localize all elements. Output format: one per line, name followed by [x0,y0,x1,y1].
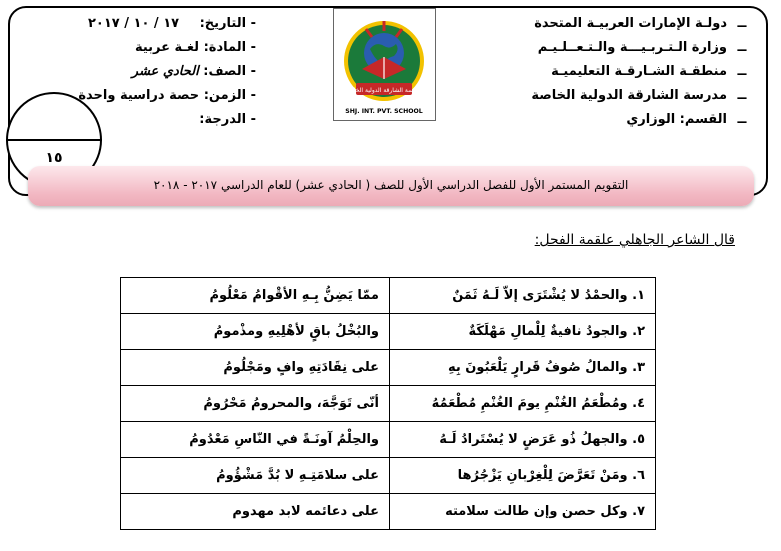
school-emblem-icon [334,9,435,120]
date-label: - التاريخ: [199,16,256,31]
time-value: حصة دراسية واحدة [78,88,200,103]
poem-intro: قال الشاعر الجاهلي علقمة الفحل: [534,232,735,248]
emblem-arc-text: مدرسة الشارقة الدولية الخاصة [345,87,423,94]
bullet-dash: ــ [737,64,747,79]
bullet-dash: ــ [737,88,747,103]
grade-score: ١٥ [45,150,63,166]
bullet-dash: ــ [737,16,747,31]
verse-first-half: ٥. والجهلُ ذُو عَرَضٍ لا يُسْتَرادُ لَـهُ [390,422,656,458]
verse-first-half: ٤. ومُطْعَمُ الغُنْمِ يومَ الغُنْمِ مُطْعَمُهُ [390,386,656,422]
bullet-dash: ــ [737,40,747,55]
bullet-dash: ــ [737,112,747,127]
date-row [40,16,256,40]
class-value: الحادي عشر [131,64,199,79]
poem-row [121,314,656,350]
department-line: ــالقسم: الوزاري [489,112,749,136]
verse-first-half: ٦. ومَنْ تَعَرَّضَ لِلْغِرْبانِ يَزْجُرُها [390,458,656,494]
date-value: ١٧ / ١٠ / ٢٠١٧ [87,16,180,31]
logo-caption: SHJ. INT. PVT. SCHOOL [345,108,423,115]
ministry-line-3: ــمنطقـة الشـارقـة التعليميـة [489,64,749,88]
school-logo [333,8,436,121]
time-label: - الزمن: [203,88,256,103]
ministry-line-2: ــوزارة الـتـربـيـــة والـتـعــلـيـم [489,40,749,64]
class-label: - الصف: [203,64,256,79]
poem-row [121,386,656,422]
assessment-title: التقويم المستمر الأول للفصل الدراسي الأول للصف ( الحادي عشر) للعام الدراسي ٢٠١٧ - ٢٠١٨ [153,178,629,192]
school-line: ــمدرسة الشارقة الدولية الخاصة [489,88,749,112]
verse-second-half: على سلامَتِـهِ لا بُدَّ مَشْؤُومُ [121,458,390,494]
class-row [40,64,256,88]
header-right-block [489,16,749,136]
verse-second-half: ممّا يَضِنُّ بِـهِ الأقْوامُ مَعْلُومُ [121,278,390,314]
subject-row [40,40,256,64]
poem-row [121,458,656,494]
verse-first-half: ٧. وكل حصن وإن طالت سلامته [390,494,656,530]
verse-first-half: ٣. والمالُ صُوفُ قَرارٍ يَلْعَبُونَ بِهِ [390,350,656,386]
verse-first-half: ٢. والجودُ نافيةٌ لِلْمالِ مَهْلَكَةٌ [390,314,656,350]
poem-row [121,350,656,386]
verse-second-half: والحِلْمُ آونَـةً في النّاسِ مَعْدُومُ [121,422,390,458]
verse-second-half: أنّى تَوَجَّهَ، والمحرومُ مَحْرُومُ [121,386,390,422]
ministry-line-1: ــدولـة الإمارات العربيـة المتحدة [489,16,749,40]
grade-label: - الدرجة: [199,112,256,127]
verse-first-half: ١. والحمْدُ لا يُشْتَرَى إلاّ لَـهُ ثَمَنٌ [390,278,656,314]
poem-row [121,422,656,458]
verse-second-half: على دعائمه لابد مهدوم [121,494,390,530]
poem-row [121,278,656,314]
verse-second-half: على نِقَادَتِهِ وافٍ ومَجْلُومُ [121,350,390,386]
poem-table [120,277,656,530]
poem-row [121,494,656,530]
grade-divider [6,139,102,141]
subject-value: لغـة عربية [134,40,200,55]
subject-label: - المادة: [203,40,256,55]
verse-second-half: والبُخْلُ باقٍ لأهْلِيهِ ومذْمومُ [121,314,390,350]
